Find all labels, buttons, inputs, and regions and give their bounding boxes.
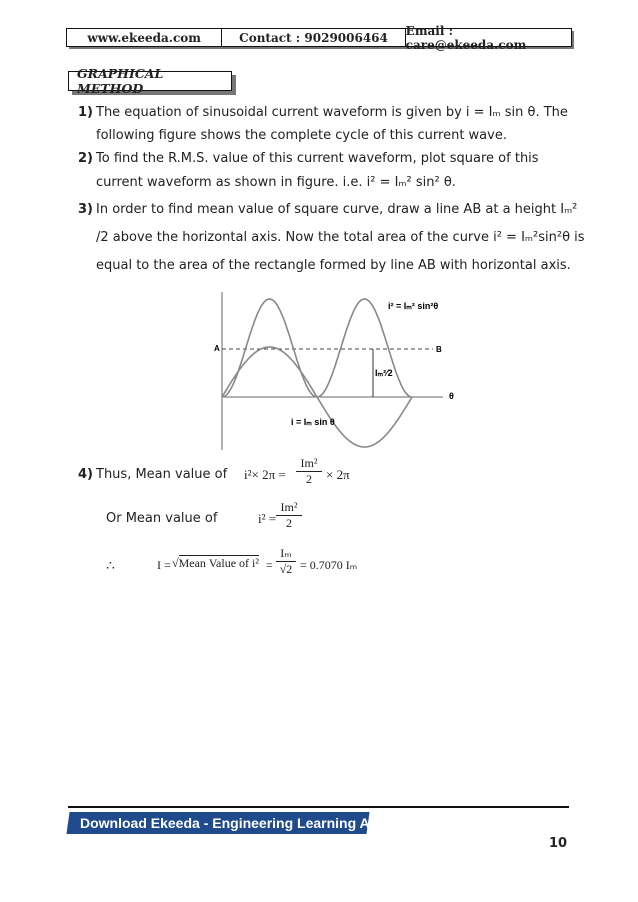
download-banner-text[interactable]: Download Ekeeda - Engineering Learning App — [80, 815, 387, 831]
header-contact: Contact : 9029006464 — [222, 29, 405, 46]
waveform-figure — [205, 290, 470, 455]
or-line-text: Or Mean value of — [106, 511, 218, 526]
label-b: B — [436, 345, 442, 354]
point-3-number: 3) — [78, 202, 93, 217]
sqrt-expression — [172, 556, 259, 571]
point-2-number: 2) — [78, 151, 93, 166]
therefore-eq: = — [266, 558, 273, 572]
point-1-line-2: following figure shows the complete cycle of this current wave. — [96, 128, 507, 143]
therefore-symbol: ∴ — [106, 559, 115, 574]
sqrt-symbol: √ — [172, 556, 179, 570]
point-4-fraction — [296, 456, 322, 487]
point-4-numerator: Im² — [300, 456, 318, 470]
header-email[interactable]: Email : care@ekeeda.com — [406, 29, 571, 46]
therefore-fraction — [276, 546, 296, 577]
label-a: A — [214, 344, 220, 353]
page-number: 10 — [549, 836, 568, 851]
or-line-fraction — [276, 500, 302, 531]
point-4-text: Thus, Mean value of — [96, 467, 228, 482]
sqrt-content: Mean Value of i² — [178, 556, 259, 570]
point-1-number: 1) — [78, 105, 93, 120]
label-half-height: Iₘ²⁄2 — [375, 368, 393, 378]
therefore-result: = 0.7070 Iₘ — [300, 558, 358, 572]
label-theta: θ — [449, 391, 454, 401]
point-3-line-2: /2 above the horizontal axis. Now the total area of the curve i² = Iₘ²sin²θ is — [96, 230, 585, 245]
therefore-denominator: √2 — [276, 561, 296, 577]
point-3-line-1: In order to find mean value of square curve, draw a line AB at a height Iₘ² — [96, 202, 578, 217]
or-line-numerator: Im² — [280, 500, 298, 514]
point-3-line-3: equal to the area of the rectangle formed by line AB with horizontal axis. — [96, 258, 571, 273]
therefore-lhs: I = — [157, 558, 171, 572]
point-1-line-1: The equation of sinusoidal current waveform is given by i = Iₘ sin θ. The — [96, 105, 568, 120]
point-4-expr-left: i²× 2π = — [244, 467, 286, 482]
or-line-denominator: 2 — [276, 515, 302, 531]
point-2-line-1: To find the R.M.S. value of this current waveform, plot square of this — [96, 151, 539, 166]
point-4-number: 4) — [78, 467, 93, 482]
therefore-numerator: Iₘ — [280, 546, 292, 560]
or-line-lhs: i² = — [258, 511, 277, 526]
section-title: GRAPHICAL METHOD — [68, 71, 232, 91]
label-sin-squared: i² = Iₘ² sin²θ — [388, 301, 439, 311]
header-site[interactable]: www.ekeeda.com — [67, 29, 222, 46]
footer-divider — [68, 806, 569, 808]
point-4-expr-right: × 2π — [326, 467, 350, 482]
point-2-line-2: current waveform as shown in figure. i.e. i² = Iₘ² sin² θ. — [96, 175, 456, 190]
header-bar — [66, 23, 572, 52]
point-4-denominator: 2 — [296, 471, 322, 487]
sin-squared-curve — [222, 299, 412, 397]
label-sine: i = Iₘ sin θ — [291, 417, 335, 427]
